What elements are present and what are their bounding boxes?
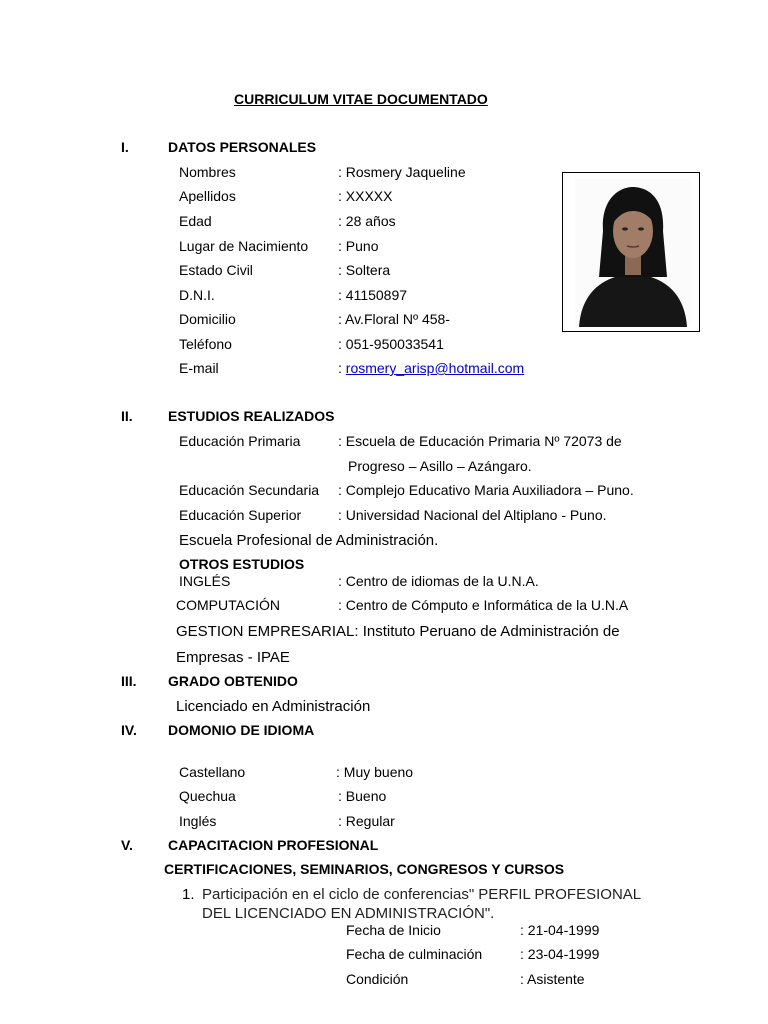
field-label: Apellidos xyxy=(179,188,236,204)
study-gestion-continued: Empresas - IPAE xyxy=(176,649,290,666)
field-label: Lugar de Nacimiento xyxy=(179,238,309,254)
field-value: : 41150897 xyxy=(338,287,408,303)
degree-text: Licenciado en Administración xyxy=(176,698,371,715)
field-label: E-mail xyxy=(179,360,219,376)
detail-label: Condición xyxy=(346,971,409,987)
list-item-number: 1. xyxy=(182,886,195,903)
section-title-idioma: DOMONIO DE IDIOMA xyxy=(168,722,315,738)
section-title-datos-personales: DATOS PERSONALES xyxy=(168,139,317,155)
section-number: IV. xyxy=(121,722,137,738)
study-gestion: GESTION EMPRESARIAL: Instituto Peruano de Administración de xyxy=(176,623,620,640)
study-school: Escuela Profesional de Administración. xyxy=(179,532,439,549)
detail-value: : 21-04-1999 xyxy=(520,922,600,938)
section-title-grado: GRADO OBTENIDO xyxy=(168,673,298,689)
study-value-continued: Progreso – Asillo – Azángaro. xyxy=(348,458,532,474)
capacitacion-subtitle: CERTIFICACIONES, SEMINARIOS, CONGRESOS Y CURSOS xyxy=(164,861,565,877)
section-number: V. xyxy=(121,837,133,853)
document-title: CURRICULUM VITAE DOCUMENTADO xyxy=(234,91,488,107)
language-level: : Bueno xyxy=(338,788,387,804)
profile-photo xyxy=(562,172,700,332)
study-value: : Escuela de Educación Primaria Nº 72073 de xyxy=(338,433,622,449)
list-item-text-continued: DEL LICENCIADO EN ADMINISTRACIÓN". xyxy=(202,905,495,922)
section-title-estudios: ESTUDIOS REALIZADOS xyxy=(168,408,335,424)
email-link[interactable]: rosmery_arisp@hotmail.com xyxy=(345,360,525,376)
study-label: INGLÉS xyxy=(179,573,231,589)
section-title-capacitacion: CAPACITACION PROFESIONAL xyxy=(168,837,379,853)
study-value: : Universidad Nacional del Altiplano - Puno. xyxy=(338,507,607,523)
section-number: II. xyxy=(121,408,133,424)
field-value: : Puno xyxy=(338,238,379,254)
field-value: : 051-950033541 xyxy=(338,336,444,352)
study-label: Educación Primaria xyxy=(179,433,301,449)
language-level: : Regular xyxy=(338,813,395,829)
detail-value: : Asistente xyxy=(520,971,585,987)
email-prefix: : xyxy=(338,360,346,376)
study-label: Educación Superior xyxy=(179,507,302,523)
list-item-text: Participación en el ciclo de conferencias" PERFIL PROFESIONAL xyxy=(202,886,642,903)
field-value: : XXXXX xyxy=(338,188,393,204)
detail-label: Fecha de culminación xyxy=(346,946,483,962)
field-value: : Rosmery Jaqueline xyxy=(338,164,466,180)
study-value: : Centro de idiomas de la U.N.A. xyxy=(338,573,539,589)
email-field xyxy=(338,360,524,376)
other-studies-title: OTROS ESTUDIOS xyxy=(179,556,305,572)
language-label: Quechua xyxy=(179,788,236,804)
field-label: Domicilio xyxy=(179,311,236,327)
person-portrait-icon xyxy=(575,179,691,327)
study-value: : Centro de Cómputo e Informática de la U.N.A xyxy=(338,597,629,613)
language-label: Castellano xyxy=(179,764,246,780)
field-label: Nombres xyxy=(179,164,236,180)
detail-value: : 23-04-1999 xyxy=(520,946,600,962)
field-value: : Soltera xyxy=(338,262,391,278)
section-number: III. xyxy=(121,673,137,689)
field-value: : Av.Floral Nº 458- xyxy=(338,311,450,327)
field-label: Teléfono xyxy=(179,336,232,352)
language-label: Inglés xyxy=(179,813,217,829)
field-label: D.N.I. xyxy=(179,287,215,303)
detail-label: Fecha de Inicio xyxy=(346,922,441,938)
study-value: : Complejo Educativo Maria Auxiliadora – Puno. xyxy=(338,482,634,498)
study-label: Educación Secundaria xyxy=(179,482,320,498)
field-label: Edad xyxy=(179,213,212,229)
field-label: Estado Civil xyxy=(179,262,253,278)
study-label: COMPUTACIÓN xyxy=(176,597,280,613)
field-value: : 28 años xyxy=(338,213,396,229)
section-number: I. xyxy=(121,139,129,155)
language-level: : Muy bueno xyxy=(336,764,414,780)
